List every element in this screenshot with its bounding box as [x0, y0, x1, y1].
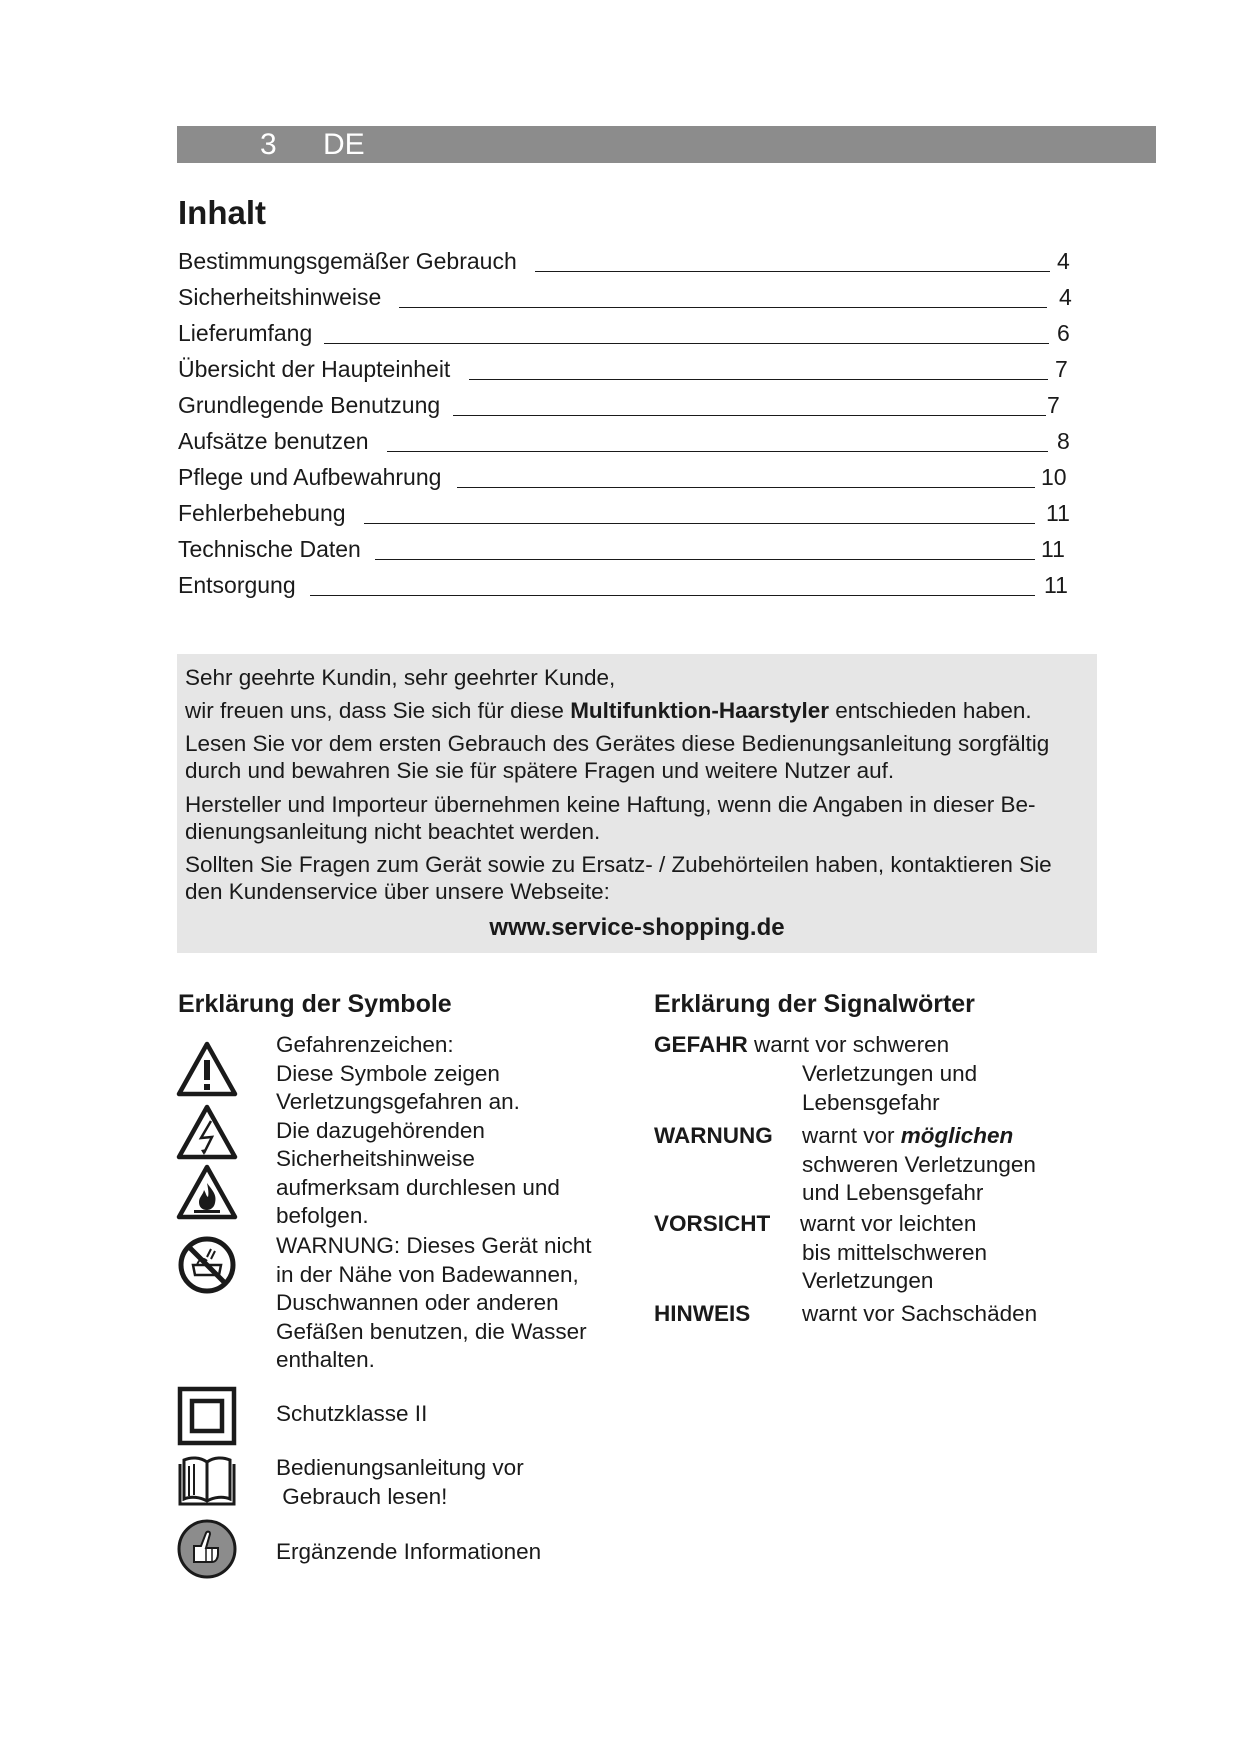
hazard-line: aufmerksam durchlesen und: [276, 1174, 560, 1200]
toc-leader-line: [375, 559, 1035, 560]
toc-entry-page: 7: [1055, 356, 1068, 382]
toc-leader-line: [399, 307, 1047, 308]
toc-entry-label: Grundlegende Benutzung: [178, 392, 441, 418]
toc-entry-label: Pflege und Aufbewahrung: [178, 464, 442, 490]
signal-warnung-line: warnt vor: [802, 1123, 901, 1148]
toc-entry[interactable]: [178, 318, 1071, 354]
signal-word-warnung: WARNUNG: [654, 1123, 773, 1148]
signal-vorsicht-line: bis mittelschweren: [802, 1239, 988, 1265]
customer-intro-box: [177, 654, 1097, 953]
read-manual-line: Gebrauch lesen!: [276, 1483, 448, 1509]
hazard-symbols-explanation: [276, 1031, 560, 1231]
toc-leader-line: [469, 379, 1048, 380]
water-warning-line: WARNUNG: Dieses Gerät nicht: [276, 1233, 592, 1258]
page-header-bar: [177, 126, 1156, 163]
signal-warnung: [654, 1122, 773, 1151]
toc-entry-page: 4: [1059, 284, 1072, 310]
intro-paragraph-1: [185, 697, 1095, 724]
symbols-section-title: Erklärung der Symbole: [178, 990, 452, 1018]
toc-entry[interactable]: [178, 390, 1071, 426]
toc-entry-label: Bestimmungsgemäßer Gebrauch: [178, 248, 517, 274]
toc-entry-label: Sicherheitshinweise: [178, 284, 382, 310]
signal-vorsicht-line: warnt vor leichten: [800, 1211, 977, 1236]
toc-title: Inhalt: [178, 194, 266, 231]
read-manual-line: Bedienungsanleitung vor: [276, 1455, 524, 1480]
page-number: 3: [260, 128, 277, 161]
hazard-line: Die dazugehörenden: [276, 1117, 485, 1143]
additional-info-label: Ergänzende Informationen: [276, 1539, 542, 1564]
toc-entry[interactable]: [178, 462, 1071, 498]
signal-warnung-line: schweren Verletzungen: [802, 1151, 1036, 1177]
intro-greeting: Sehr geehrte Kundin, sehr geehrter Kunde,: [185, 665, 616, 690]
signal-gefahr-line: Verletzungen und: [802, 1061, 978, 1086]
signal-hinweis-desc: [802, 1300, 1037, 1329]
toc-entry[interactable]: [178, 498, 1071, 534]
toc-entry[interactable]: [178, 354, 1071, 390]
toc-entry[interactable]: [178, 534, 1071, 570]
protection-class-2-icon: [177, 1386, 237, 1446]
language-code: DE: [323, 128, 365, 161]
signal-word-vorsicht: VORSICHT: [654, 1211, 771, 1236]
toc-entry-page: 11: [1046, 500, 1070, 526]
toc-entry-label: Technische Daten: [178, 536, 361, 562]
toc-entry[interactable]: [178, 570, 1071, 606]
product-name: Multifunktion-Haarstyler: [570, 698, 829, 723]
intro-p1-before: wir freuen uns, dass Sie sich für diese: [185, 698, 571, 723]
signal-word-hinweis: HINWEIS: [654, 1301, 751, 1326]
toc-entry-label: Entsorgung: [178, 572, 296, 598]
toc-entry-page: 11: [1041, 536, 1065, 562]
toc-entry-label: Aufsätze benutzen: [178, 428, 369, 454]
toc-entry-page: 8: [1057, 428, 1070, 454]
toc-leader-line: [310, 595, 1035, 596]
water-warning-line: Gefäßen benutzen, die Wasser: [276, 1318, 587, 1344]
signal-hinweis: [654, 1300, 750, 1329]
toc-entry-page: 11: [1044, 572, 1068, 598]
no-bathtub-icon: [177, 1235, 237, 1295]
toc-entry-page: 4: [1057, 248, 1070, 274]
signal-warnung-line: und Lebensgefahr: [802, 1180, 984, 1205]
hazard-line: Verletzungsgefahren an.: [276, 1089, 520, 1114]
hazard-line: Diese Symbole zeigen: [276, 1060, 500, 1086]
signal-gefahr-line: Lebensgefahr: [802, 1089, 940, 1115]
water-warning-line: enthalten.: [276, 1347, 375, 1372]
toc-entry-page: 6: [1057, 320, 1070, 346]
table-of-contents: [178, 246, 1071, 606]
water-warning-explanation: [276, 1232, 591, 1375]
hazard-line: Gefahrenzeichen:: [276, 1032, 454, 1057]
toc-entry-label: Fehlerbehebung: [178, 500, 346, 526]
info-hand-icon: [176, 1518, 238, 1580]
signal-word-gefahr: GEFAHR: [654, 1032, 748, 1057]
toc-leader-line: [457, 487, 1035, 488]
fire-hazard-icon: [175, 1163, 239, 1221]
electric-shock-icon: [175, 1103, 239, 1161]
toc-entry-page: 10: [1041, 464, 1067, 490]
hazard-line: befolgen.: [276, 1203, 369, 1228]
signal-warnung-desc: [802, 1122, 1036, 1208]
signal-gefahr-line: warnt vor schweren: [747, 1032, 950, 1057]
toc-entry[interactable]: [178, 282, 1071, 318]
intro-paragraph-2: Lesen Sie vor dem ersten Gebrauch des Gerätes diese Bedienungsanleitung sorgfältig durch und bewahren Sie sie für spätere Fragen und weitere Nutzer auf.: [185, 731, 1050, 783]
signal-vorsicht-line: Verletzungen: [802, 1268, 934, 1293]
intro-p1-after: entschieden haben.: [828, 698, 1032, 723]
signal-gefahr: [654, 1031, 949, 1060]
toc-entry-page: 7: [1047, 392, 1060, 418]
toc-entry[interactable]: [178, 246, 1071, 282]
toc-entry[interactable]: [178, 426, 1071, 462]
intro-paragraph-4: Sollten Sie Fragen zum Gerät sowie zu Ersatz- / Zubehörteilen haben, kontaktieren Sie den Kundenservice über unsere Webseite:: [185, 852, 1052, 904]
protection-class-label: Schutzklasse II: [276, 1401, 428, 1426]
intro-paragraph-3: Hersteller und Importeur übernehmen keine Haftung, wenn die Angaben in dieser Be-dienungsanleitung nicht beachtet werden.: [185, 792, 1036, 844]
signal-warnung-emphasis: möglichen: [900, 1123, 1014, 1148]
signal-gefahr-desc: [802, 1060, 977, 1117]
warning-triangle-icon: [175, 1040, 239, 1098]
signal-words-section-title: Erklärung der Signalwörter: [654, 990, 975, 1018]
toc-leader-line: [364, 523, 1035, 524]
toc-leader-line: [535, 271, 1050, 272]
service-website-link[interactable]: www.service-shopping.de: [489, 914, 785, 941]
signal-hinweis-line: warnt vor Sachschäden: [802, 1301, 1038, 1326]
toc-entry-label: Lieferumfang: [178, 320, 313, 346]
signal-vorsicht-desc: [800, 1210, 987, 1296]
water-warning-line: in der Nähe von Badewannen,: [276, 1261, 579, 1287]
read-manual-explanation: [276, 1454, 524, 1511]
toc-leader-line: [324, 343, 1049, 344]
water-warning-line: Duschwannen oder anderen: [276, 1290, 559, 1315]
read-manual-book-icon: [175, 1452, 239, 1510]
toc-leader-line: [453, 415, 1046, 416]
hazard-line: Sicherheitshinweise: [276, 1146, 475, 1171]
toc-entry-label: Übersicht der Haupteinheit: [178, 356, 451, 382]
signal-vorsicht: [654, 1210, 770, 1239]
toc-leader-line: [387, 451, 1048, 452]
